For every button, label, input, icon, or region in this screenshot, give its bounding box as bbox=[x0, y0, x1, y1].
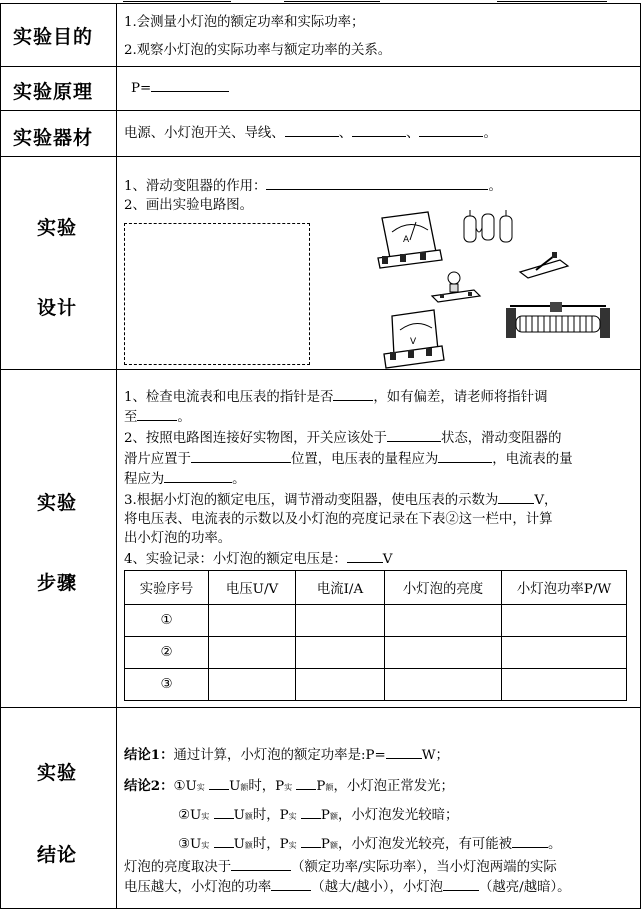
col-current: 电流I/A bbox=[296, 571, 385, 605]
row-divider bbox=[0, 908, 641, 909]
battery-icon bbox=[464, 210, 512, 242]
rheostat-icon bbox=[506, 302, 610, 338]
rated-voltage-blank[interactable] bbox=[347, 549, 383, 563]
ammeter-letter: A bbox=[403, 235, 410, 245]
brightness-cell[interactable] bbox=[385, 637, 502, 669]
current-cell[interactable] bbox=[296, 637, 385, 669]
row-divider bbox=[0, 110, 641, 111]
steps-label-top: 实验 bbox=[37, 492, 78, 514]
conclusion-last-line-2: 电压越大，小灯泡的功率 （越大/越小），小灯泡 （越亮/越暗）。 bbox=[124, 877, 571, 898]
design-line-1 bbox=[124, 176, 502, 197]
col-trial: 实验序号 bbox=[125, 571, 209, 605]
design-line-1-end: 。 bbox=[488, 179, 502, 194]
pointer-zero-blank[interactable] bbox=[333, 387, 373, 401]
record-table bbox=[124, 570, 627, 701]
conclusion-2-line-2: ②U实 U额时，P实 P额，小灯泡发光较暗； bbox=[178, 805, 458, 827]
voltmeter-letter: V bbox=[410, 337, 417, 347]
step-1-line-a: 1、检查电流表和电压表的指针是否 ，如有偏差，请老师将指针调 bbox=[124, 387, 547, 408]
ammeter-range-blank[interactable] bbox=[164, 469, 232, 483]
step-4-line: 4、实验记录：小灯泡的额定电压是： V bbox=[124, 549, 392, 570]
equipment-text bbox=[124, 123, 497, 144]
design-line-1-text: 1、滑动变阻器的作用： bbox=[124, 179, 267, 194]
power-change-blank[interactable] bbox=[271, 877, 311, 891]
rheostat-function-blank[interactable] bbox=[266, 176, 488, 190]
conclusion-1: 结论1：通过计算，小灯泡的额定功率是:P= W； bbox=[124, 747, 449, 763]
equipment-label: 实验器材 bbox=[13, 127, 94, 149]
pointer-adjust-blank[interactable] bbox=[137, 407, 177, 421]
switch-icon bbox=[520, 252, 568, 278]
voltage-cell[interactable] bbox=[209, 605, 296, 637]
power-cell[interactable] bbox=[502, 669, 627, 701]
col-voltage: 电压U/V bbox=[209, 571, 296, 605]
equipment-blank-1[interactable] bbox=[285, 123, 339, 137]
power-cell[interactable] bbox=[502, 605, 627, 637]
purpose-line-1: 1.会测量小灯泡的额定功率和实际功率； bbox=[124, 15, 365, 30]
slider-position-blank[interactable] bbox=[191, 449, 291, 463]
top-underline bbox=[123, 1, 231, 2]
trial-number: ② bbox=[125, 637, 209, 669]
conclusion-last-line-1: 灯泡的亮度取决于 （额定功率/实际功率），当小灯泡两端的实际 bbox=[124, 857, 557, 878]
conclusion-2-line-3: ③U实 U额时，P实 P额，小灯泡发光较亮，有可能被 。 bbox=[178, 834, 561, 856]
step-3-line-b: 将电压表、电流表的示数以及小灯泡的亮度记录在下表②这一栏中，计算 bbox=[124, 512, 553, 527]
compare-p-blank-1[interactable] bbox=[296, 776, 316, 790]
brightness-cell[interactable] bbox=[385, 669, 502, 701]
compare-u-blank-1[interactable] bbox=[209, 776, 229, 790]
ammeter-icon bbox=[378, 212, 442, 268]
table-border-left bbox=[0, 3, 1, 909]
table-row bbox=[125, 605, 627, 637]
step-2-line-b: 滑片应置于 位置，电压表的量程应为 ，电流表的量 bbox=[124, 449, 573, 470]
conclusion-2-line-1: 结论2：①U实 U额时，P实 P额，小灯泡正常发光； bbox=[124, 778, 454, 794]
burnout-blank[interactable] bbox=[512, 834, 548, 848]
row-divider bbox=[0, 3, 641, 4]
equipment-list: 电源、小灯泡开关、导线、 bbox=[124, 126, 285, 141]
steps-label-bottom: 步骤 bbox=[37, 572, 78, 594]
step-3-line-a: 3.根据小灯泡的额定电压，调节滑动变阻器，使电压表的示数为 V， bbox=[124, 490, 557, 511]
principle-label: 实验原理 bbox=[13, 81, 94, 103]
conclusion-label-top: 实验 bbox=[37, 762, 78, 784]
table-border-mid bbox=[116, 3, 117, 909]
row-divider bbox=[0, 707, 641, 708]
purpose-line-2: 2.观察小灯泡的实际功率与额定功率的关系。 bbox=[124, 43, 392, 58]
trial-number: ① bbox=[125, 605, 209, 637]
compare-p-blank-3[interactable] bbox=[301, 834, 321, 848]
compare-p-blank-2[interactable] bbox=[301, 805, 321, 819]
circuit-diagram-box[interactable] bbox=[124, 223, 310, 365]
principle-blank[interactable] bbox=[151, 78, 229, 92]
step-2-line-a: 2、按照电路图连接好实物图，开关应该处于 状态，滑动变阻器的 bbox=[124, 428, 561, 449]
step-2-line-c: 程应为 。 bbox=[124, 469, 246, 490]
voltmeter-icon bbox=[384, 310, 444, 368]
equipment-end: 。 bbox=[483, 126, 497, 141]
principle-p-text: P= bbox=[131, 81, 152, 96]
design-label-top: 实验 bbox=[37, 217, 78, 239]
equipment-blank-3[interactable] bbox=[419, 123, 483, 137]
apparatus-illustration bbox=[370, 200, 632, 370]
top-underline bbox=[284, 1, 380, 2]
compare-u-blank-2[interactable] bbox=[214, 805, 234, 819]
brightness-cell[interactable] bbox=[385, 605, 502, 637]
equipment-sep: 、 bbox=[406, 126, 420, 141]
brightness-change-blank[interactable] bbox=[443, 877, 479, 891]
table-row bbox=[125, 637, 627, 669]
voltage-cell[interactable] bbox=[209, 637, 296, 669]
design-line-2: 2、画出实验电路图。 bbox=[124, 198, 254, 213]
current-cell[interactable] bbox=[296, 669, 385, 701]
switch-state-blank[interactable] bbox=[387, 428, 441, 442]
row-divider bbox=[0, 66, 641, 67]
step-3-line-c: 出小灯泡的功率。 bbox=[124, 531, 232, 546]
power-cell[interactable] bbox=[502, 637, 627, 669]
rated-power-blank[interactable] bbox=[386, 745, 422, 759]
row-divider bbox=[0, 156, 641, 157]
table-border-right bbox=[640, 3, 641, 909]
compare-u-blank-3[interactable] bbox=[214, 834, 234, 848]
equipment-sep: 、 bbox=[338, 126, 353, 141]
principle-formula bbox=[131, 78, 229, 99]
step-1-line-b: 至 。 bbox=[124, 407, 191, 428]
brightness-depends-blank[interactable] bbox=[231, 857, 291, 871]
equipment-blank-2[interactable] bbox=[352, 123, 406, 137]
top-underline bbox=[497, 1, 607, 2]
voltage-cell[interactable] bbox=[209, 669, 296, 701]
col-brightness: 小灯泡的亮度 bbox=[385, 571, 502, 605]
record-table-header bbox=[125, 571, 627, 605]
trial-number: ③ bbox=[125, 669, 209, 701]
design-label-bottom: 设计 bbox=[37, 297, 78, 319]
col-power: 小灯泡功率P/W bbox=[502, 571, 627, 605]
table-row bbox=[125, 669, 627, 701]
current-cell[interactable] bbox=[296, 605, 385, 637]
purpose-label: 实验目的 bbox=[13, 26, 94, 48]
lamp-icon bbox=[432, 272, 480, 302]
voltmeter-reading-blank[interactable] bbox=[498, 490, 534, 504]
conclusion-label-bottom: 结论 bbox=[37, 844, 78, 866]
voltmeter-range-blank[interactable] bbox=[438, 449, 492, 463]
